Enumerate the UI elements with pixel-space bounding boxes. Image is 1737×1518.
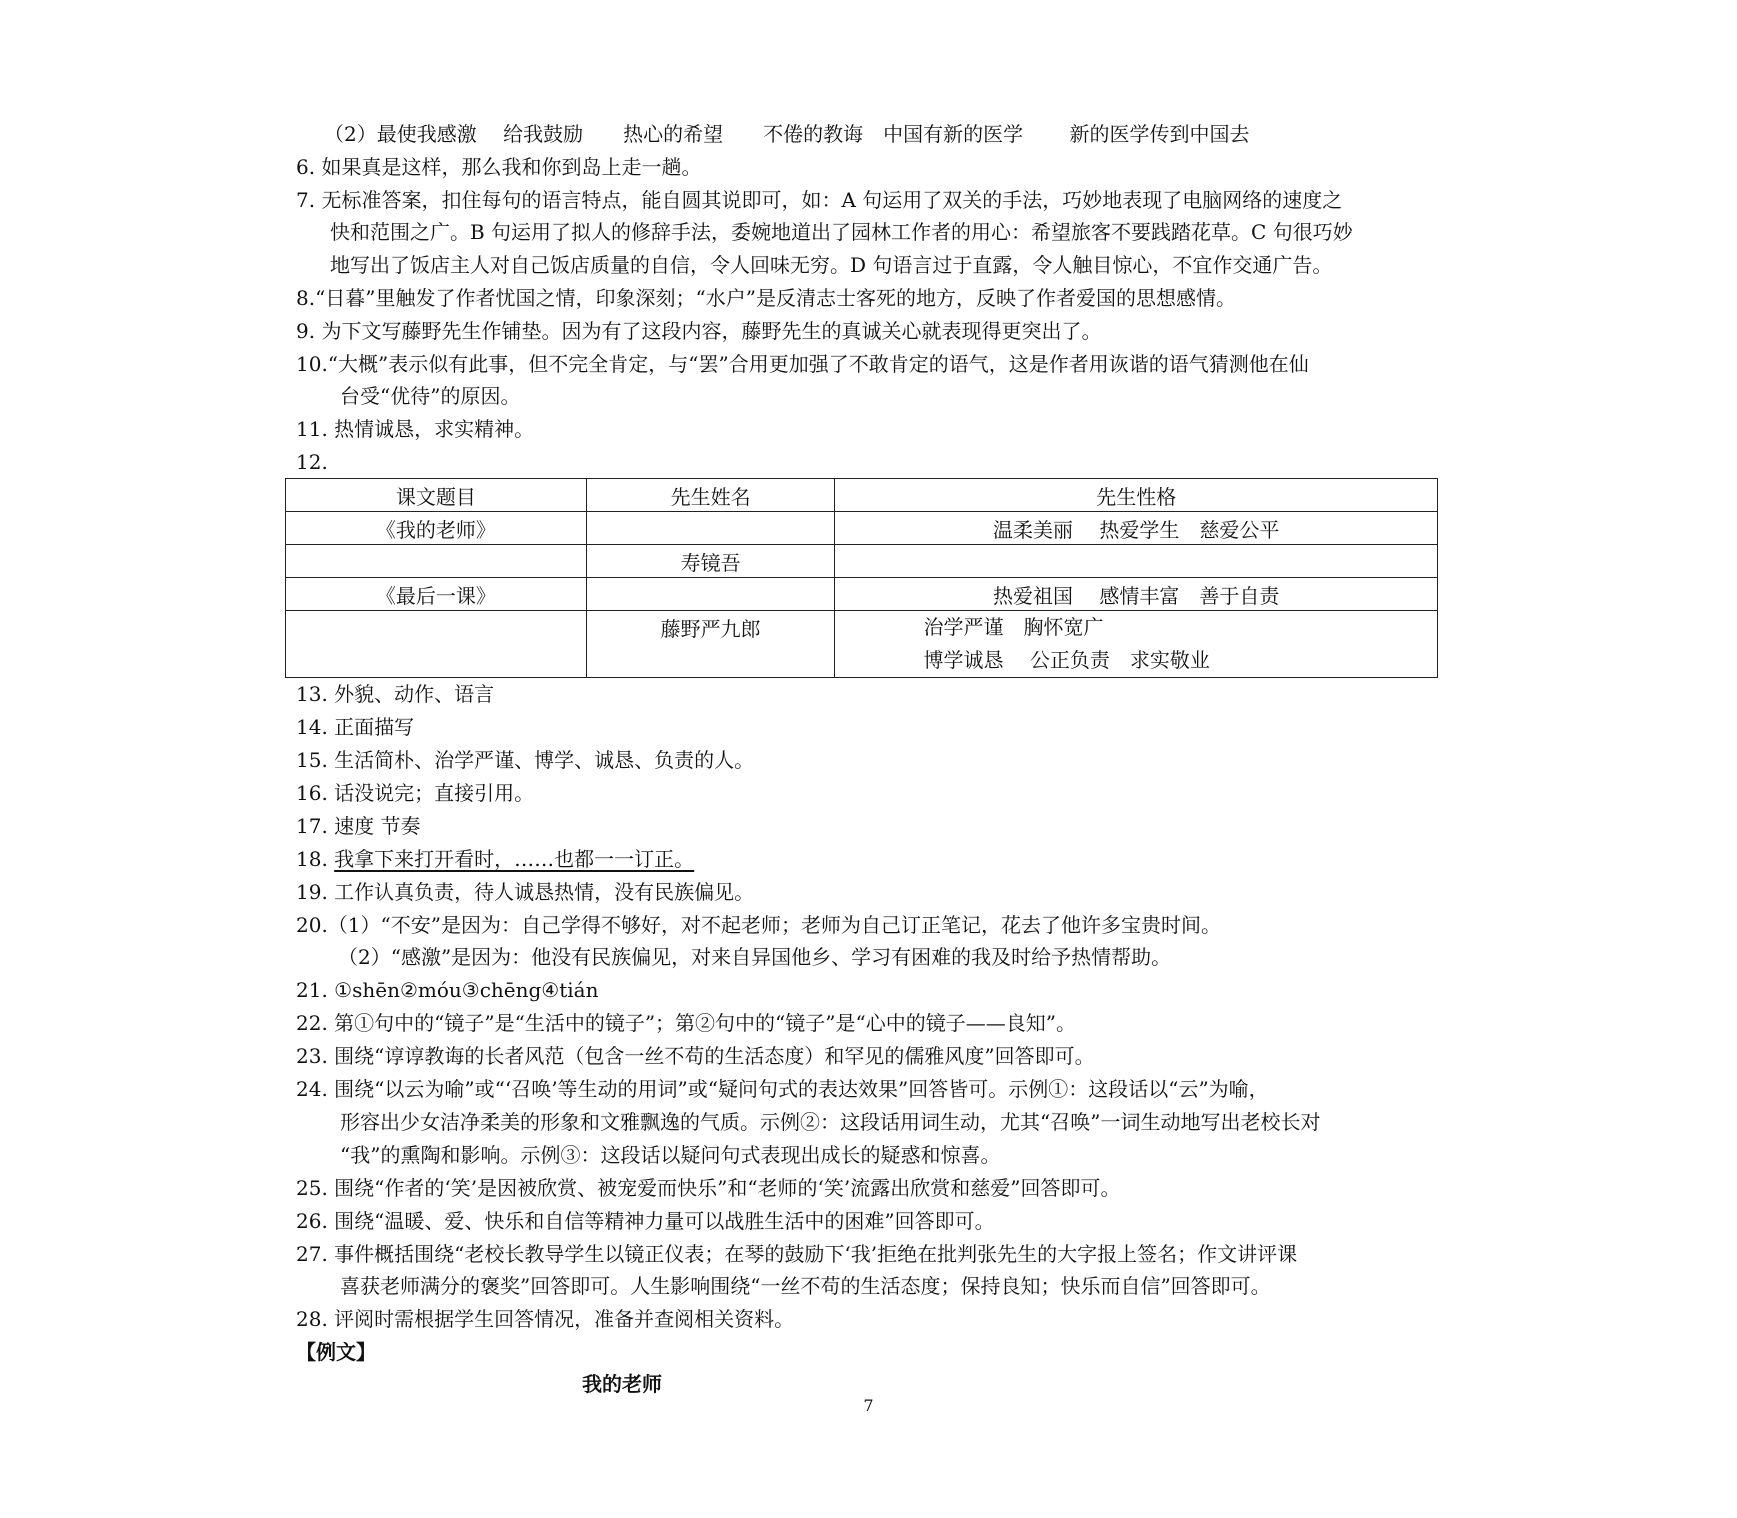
- table-cell: 寿镜吾: [586, 545, 835, 578]
- answer-9: 9. 为下文写藤野先生作铺垫。因为有了这段内容，藤野先生的真诚关心就表现得更突出了。: [296, 319, 1102, 343]
- answer-16: 16. 话没说完；直接引用。: [296, 781, 535, 805]
- table-row: [286, 512, 1438, 545]
- table-cell: [835, 611, 1438, 678]
- answer-7-line3: 地写出了饭店主人对自己饭店质量的自信，令人回味无穷。D 句语言过于直露，令人触目惊心，不宜作交通广告。: [330, 253, 1333, 277]
- answer-28: 28. 评阅时需根据学生回答情况，准备并查阅相关资料。: [296, 1307, 795, 1331]
- table-header: 先生姓名: [586, 479, 835, 512]
- table-cell: 温柔美丽 热爱学生 慈爱公平: [835, 512, 1438, 545]
- table-row: [286, 578, 1438, 611]
- answer-12-label: 12.: [296, 450, 328, 474]
- answer-24-line3: “我”的熏陶和影响。示例③：这段话以疑问句式表现出成长的疑惑和惊喜。: [340, 1143, 1001, 1167]
- example-heading: 【例文】: [296, 1340, 376, 1364]
- answer-27-line1: 27. 事件概括围绕“老校长教导学生以镜正仪表；在琴的鼓励下‘我’拒绝在批判张先生的大字报上签名；作文讲评课: [296, 1242, 1298, 1266]
- table-cell: 《我的老师》: [286, 512, 587, 545]
- answer-20-1: 20.（1）“不安”是因为：自己学得不够好，对不起老师；老师为自己订正笔记，花去了他许多宝贵时间。: [296, 913, 1221, 937]
- page-number: 7: [863, 1396, 874, 1415]
- answer-24-line1: 24. 围绕“以云为喻”或“‘召唤’等生动的用词”或“疑问句式的表达效果”回答皆可。示例①：这段话以“云”为喻，: [296, 1077, 1269, 1101]
- trait-line-1: 治学严谨 胸怀宽广: [923, 615, 1104, 639]
- answer-5-2: （2）最使我感激 给我鼓励 热心的希望 不倦的教诲 中国有新的医学 新的医学传到中国去: [324, 122, 1250, 146]
- answer-24-line2: 形容出少女洁净柔美的形象和文雅飘逸的气质。示例②：这段话用词生动，尤其“召唤”一词生动地写出老校长对: [340, 1110, 1321, 1134]
- answer-20-2: （2）“感激”是因为：他没有民族偏见，对来自异国他乡、学习有困难的我及时给予热情帮助。: [338, 945, 1172, 969]
- answer-10-line2: 台受“优待”的原因。: [340, 384, 521, 408]
- answer-6: 6. 如果真是这样，那么我和你到岛上走一趟。: [296, 155, 702, 179]
- answer-11: 11. 热情诚恳，求实精神。: [296, 417, 535, 441]
- table-cell: [835, 545, 1438, 578]
- answer-14: 14. 正面描写: [296, 715, 415, 739]
- answer-15: 15. 生活简朴、治学严谨、博学、诚恳、负责的人。: [296, 748, 755, 772]
- table-cell: [586, 578, 835, 611]
- table-cell: 热爱祖国 感情丰富 善于自责: [835, 578, 1438, 611]
- answer-22: 22. 第①句中的“镜子”是“生活中的镜子”；第②句中的“镜子”是“心中的镜子——良知”。: [296, 1011, 1076, 1035]
- table-cell: [286, 611, 587, 678]
- essay-title: 我的老师: [582, 1372, 662, 1396]
- answer-7-line2: 快和范围之广。B 句运用了拟人的修辞手法，委婉地道出了园林工作者的用心：希望旅客不要践踏花草。C 句很巧妙: [330, 220, 1353, 244]
- answer-18: [296, 843, 694, 875]
- teacher-table: [285, 478, 1438, 678]
- table-cell: [286, 545, 587, 578]
- table-cell: [586, 512, 835, 545]
- table-row: [286, 545, 1438, 578]
- trait-line-2: 博学诚恳 公正负责 求实敬业: [923, 648, 1210, 672]
- answer-27-line2: 喜获老师满分的褒奖”回答即可。人生影响围绕“一丝不苟的生活态度；保持良知；快乐而自信”回答即可。: [340, 1274, 1271, 1298]
- answer-19: 19. 工作认真负责，待人诚恳热情，没有民族偏见。: [296, 880, 755, 904]
- answer-10-line1: 10.“大概”表示似有此事，但不完全肯定，与“罢”合用更加强了不敢肯定的语气，这是作者用诙谐的语气猜测他在仙: [296, 352, 1309, 376]
- table-cell: 藤野严九郎: [586, 611, 835, 678]
- answer-17: 17. 速度 节奏: [296, 814, 421, 838]
- table-header: 课文题目: [286, 479, 587, 512]
- table-header: 先生性格: [835, 479, 1438, 512]
- answer-18-number: 18.: [296, 847, 335, 871]
- answer-21: 21. ①shēn②móu③chēng④tián: [296, 978, 599, 1002]
- answer-23: 23. 围绕“谆谆教诲的长者风范（包含一丝不苟的生活态度）和罕见的儒雅风度”回答即可。: [296, 1044, 1095, 1068]
- answer-7-line1: 7. 无标准答案，扣住每句的语言特点，能自圆其说即可，如：A 句运用了双关的手法，巧妙地表现了电脑网络的速度之: [296, 188, 1343, 212]
- answer-25: 25. 围绕“作者的‘笑’是因被欣赏、被宠爱而快乐”和“老师的‘笑’流露出欣赏和慈爱”回答即可。: [296, 1176, 1121, 1200]
- table-row: [286, 611, 1438, 678]
- answer-26: 26. 围绕“温暖、爱、快乐和自信等精神力量可以战胜生活中的困难”回答即可。: [296, 1209, 995, 1233]
- answer-18-text: 我拿下来打开看时，……也都一一订正。: [334, 847, 695, 871]
- table-header-row: [286, 479, 1438, 512]
- answer-13: 13. 外貌、动作、语言: [296, 682, 495, 706]
- answer-8: 8.“日暮”里触发了作者忧国之情，印象深刻；“水户”是反清志士客死的地方，反映了作者爱国的思想感情。: [296, 286, 1236, 310]
- table-cell: 《最后一课》: [286, 578, 587, 611]
